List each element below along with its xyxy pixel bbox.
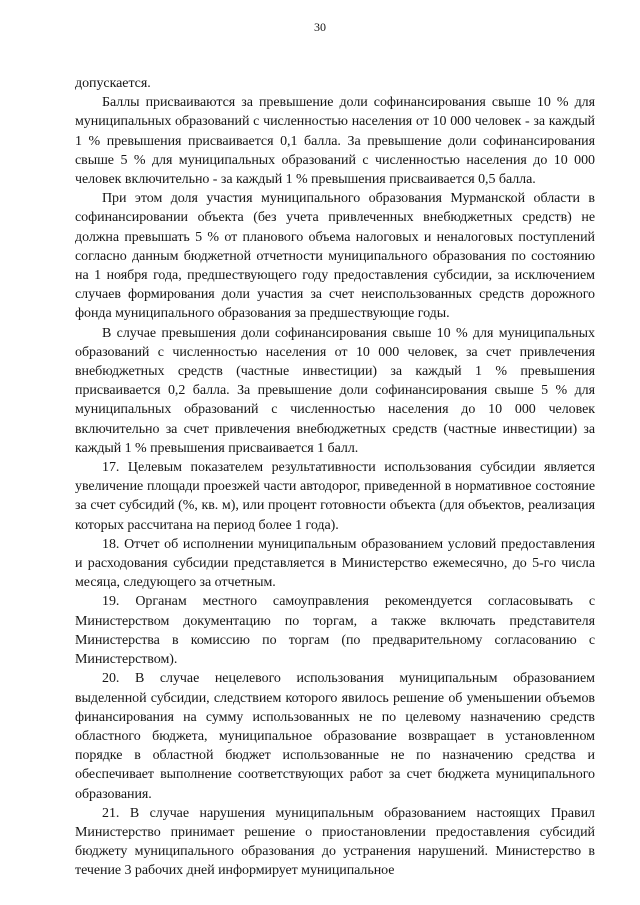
paragraph-clause-20: 20. В случае нецелевого использования муниципальным образованием выделенной субсидии, следствием которого явилось решение об уменьшении объемов финансирования на сумму использованных не по целевому назначению средств областного бюджета, муниципальное образование возвращает в установленном порядке в областной бюджет использованные не по назначению средства и обеспечивает выполнение соответствующих работ за счет бюджета муниципального образования. <box>75 671 595 802</box>
paragraph-continuation: допускается. <box>75 76 151 91</box>
paragraph-points-award: Баллы присваиваются за превышение доли софинансирования свыше 10 % для муниципальных образований с численностью населения от 10 000 человек - за каждый 1 % превышения присваивается 0,1 балла. За превышение доли софинансирования свыше 5 % для муниципальных образований с численностью населения до 10 000 человек включительно - за каждый 1 % превышения присваивается 0,5 балла. <box>75 95 595 188</box>
page-number: 30 <box>314 20 326 34</box>
paragraph-clause-18: 18. Отчет об исполнении муниципальным образованием условий предоставления и расходования субсидии представляется в Министерство ежемесячно, до 5-го числа месяца, следующего за отчетным. <box>75 536 595 591</box>
paragraph-participation-share: При этом доля участия муниципального образования Мурманской области в софинансировании объекта (без учета привлеченных внебюджетных средств) не должна превышать 5 % от планового объема налоговых и неналоговых поступлений согласно данным бюджетной отчетности муниципального образования по состоянию на 1 ноября года, предшествующего году предоставления субсидии, за исключением случаев формирования доли участия за счет неиспользованных средств дорожного фонда муниципального образования за предшествующие годы. <box>75 191 595 322</box>
paragraph-clause-21: 21. В случае нарушения муниципальным образованием настоящих Правил Министерство принимает решение о приостановлении предоставления субсидий бюджету муниципального образования до устранения нарушений. Министерство в течение 3 рабочих дней информирует муниципальное <box>75 805 595 879</box>
paragraph-extrabudgetary-points: В случае превышения доли софинансирования свыше 10 % для муниципальных образований с численностью населения от 10 000 человек, за счет привлечения внебюджетных средств (частные инвестиции) за каждый 1 % превышения присваивается 0,2 балла. За превышение доли софинансирования свыше 5 % для муниципальных образований с численностью населения до 10 000 человек включительно за счет привлечения внебюджетных средств (частные инвестиции) за каждый 1 % превышения присваивается 1 балл. <box>75 325 595 456</box>
paragraph-clause-17: 17. Целевым показателем результативности использования субсидии является увеличение площади проезжей части автодорог, приведенной в нормативное состояние за счет субсидий (%, кв. м), или процент готовности объекта (для объектов, реализация которых рассчитана на период более 1 года). <box>75 460 595 533</box>
document-body <box>75 74 595 881</box>
paragraph-clause-19: 19. Органам местного самоуправления рекомендуется согласовывать с Министерством документацию по торгам, а также включать представителя Министерства в комиссию по торгам (по предварительному согласованию с Министерством). <box>75 594 595 668</box>
